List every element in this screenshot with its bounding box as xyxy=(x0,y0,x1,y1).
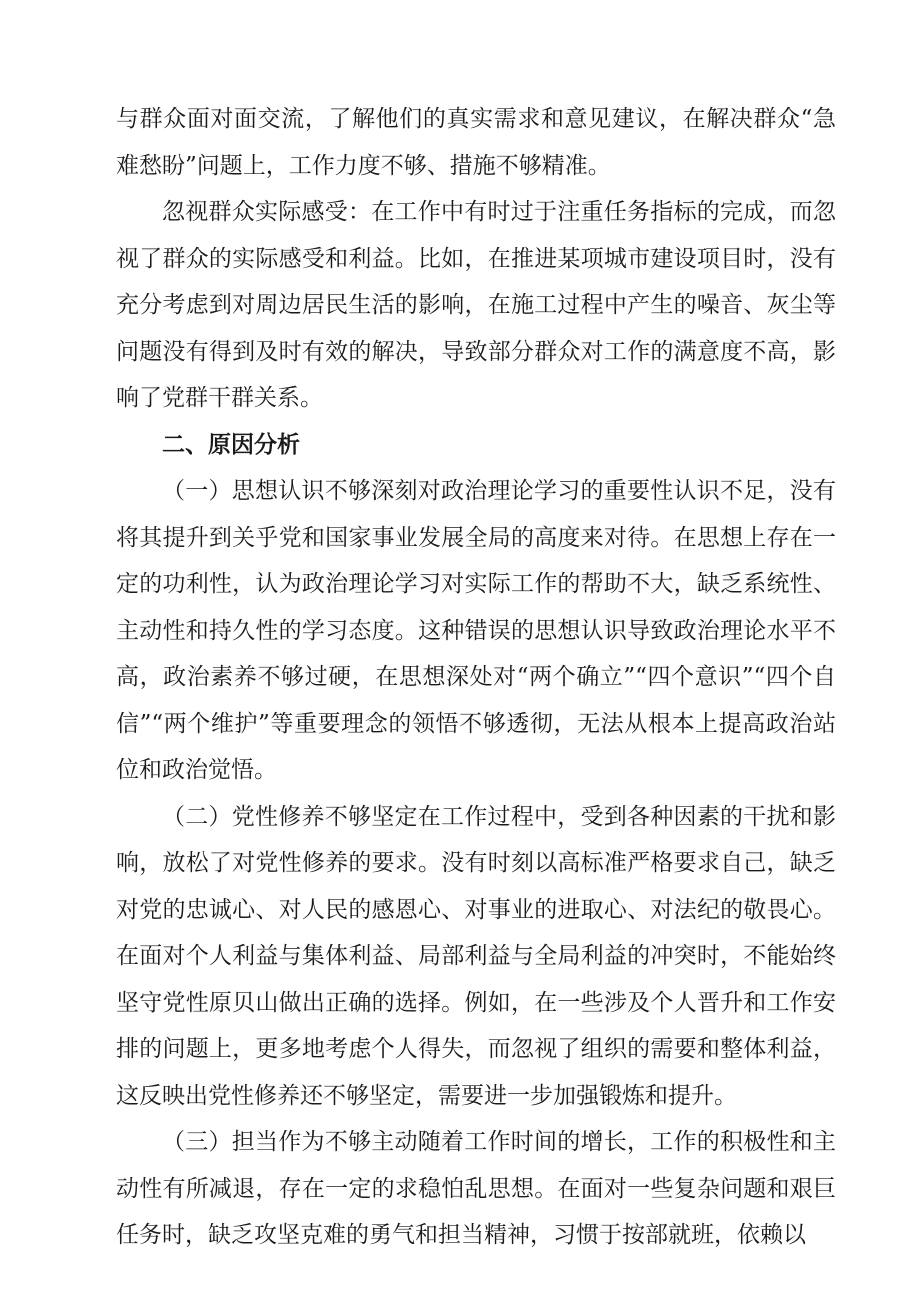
section-heading-cause-analysis: 二、原因分析 xyxy=(162,431,300,458)
paragraph-cause-2: （二）党性修养不够坚定在工作过程中，受到各种因素的干扰和影响，放松了对党性修养的要求。没有时刻以高标准严格要求自己，缺乏对党的忠诚心、对人民的感恩心、对事业的进取心、对法纪的敬畏心。在面对个人利益与集体利益、局部利益与全局利益的冲突时，不能始终坚守党性原贝山做出正确的选择。例如，在一些涉及个人晋升和工作安排的问题上，更多地考虑个人得失，而忽视了组织的需要和整体利益，这反映出党性修养还不够坚定，需要进一步加强锻炼和提升。 xyxy=(116,803,836,1109)
paragraph-cause-1: （一）思想认识不够深刻对政治理论学习的重要性认识不足，没有将其提升到关乎党和国家事业发展全局的高度来对待。在思想上存在一定的功利性，认为政治理论学习对实际工作的帮助不大，缺乏系统性、主动性和持久性的学习态度。这种错误的思想认识导致政治理论水平不高，政治素养不够过硬，在思想深处对“两个确立”“四个意识”“四个自信”“两个维护”等重要理念的领悟不够透彻，无法从根本上提高政治站位和政治觉悟。 xyxy=(116,478,836,783)
paragraph-cause-3: （三）担当作为不够主动随着工作时间的增长，工作的积极性和主动性有所减退，存在一定的求稳怕乱思想。在面对一些复杂问题和艰巨任务时，缺乏攻坚克难的勇气和担当精神，习惯于按部就班，依赖以 xyxy=(116,1129,836,1248)
document-body xyxy=(116,96,836,1259)
paragraph-continued: 与群众面对面交流，了解他们的真实需求和意见建议，在解决群众“急难愁盼”问题上，工作力度不够、措施不够精准。 xyxy=(116,106,836,179)
paragraph-ignoring-feelings: 忽视群众实际感受：在工作中有时过于注重任务指标的完成，而忽视了群众的实际感受和利益。比如，在推进某项城市建设项目时，没有充分考虑到对周边居民生活的影响，在施工过程中产生的噪音、灰尘等问题没有得到及时有效的解决，导致部分群众对工作的满意度不高，影响了党群干群关系。 xyxy=(116,199,836,411)
